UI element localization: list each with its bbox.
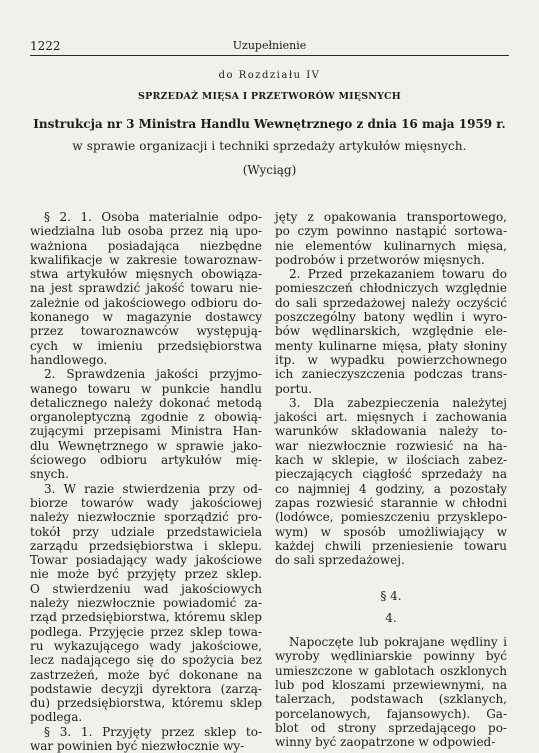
section-heading: 4.: [385, 610, 397, 625]
left-column: [30, 210, 262, 753]
text-line: 2. Sprawdzenia jakości przyjmo-: [44, 367, 262, 382]
text-line: zależnie od jakościowego odbioru do-: [30, 295, 262, 310]
text-line: talerzach, podstawach (szklanych,: [275, 692, 507, 707]
text-line: 2. Przed przekazaniem towaru do: [289, 267, 507, 282]
text-line: war niezwłocznie rozwiesić na ha-: [275, 438, 507, 453]
text-line: ważniona posiadająca niezbędne: [30, 238, 262, 253]
text-line: co najmniej 4 godziny, a pozostały: [275, 481, 507, 496]
text-line: nie elementów kulinarnych mięsa,: [275, 238, 507, 253]
text-line: war powinien być niezwłocznie wy-: [30, 738, 245, 753]
right-column: [275, 210, 507, 749]
text-line: porcelanowych, fajansowych). Ga-: [275, 706, 507, 721]
text-line: du) przedsiębiorstwa, któremu sklep: [30, 696, 262, 711]
instruction-subject: w sprawie organizacji i techniki sprzedaży artykułów mięsnych.: [72, 139, 467, 153]
text-line: zarządu przedsiębiorstwa i sklepu.: [30, 538, 262, 553]
text-line: każdej chwili przeniesienie towaru: [275, 538, 507, 553]
text-line: 3. Dla zabezpieczenia należytej: [289, 395, 507, 410]
text-line: podrobów i przetworów mięsnych.: [275, 252, 485, 267]
text-line: biorze towarów wady jakościowej: [30, 495, 262, 510]
text-line: Napoczęte lub pokrajane wędliny i: [289, 635, 507, 650]
text-line: menty kulinarne mięsa, płaty słoniny: [275, 338, 507, 353]
text-line: ściowego odbioru artykułów mię-: [30, 453, 262, 468]
text-line: kwalifikacje w zakresie towaroznaw-: [30, 252, 262, 267]
text-line: zapas rozwiesić starannie w chłodni: [275, 495, 507, 510]
running-head: Uzupełnienie: [232, 39, 307, 52]
text-line: należy niezwłocznie sporządzić pro-: [30, 510, 262, 525]
text-line: blot od strony sprzedającego po-: [275, 720, 507, 735]
text-line: 3. W razie stwierdzenia przy od-: [44, 481, 262, 496]
text-line: stwa artykułów mięsnych obowiąza-: [30, 267, 262, 282]
text-line: winny być zaopatrzone w odpowied-: [275, 735, 496, 750]
text-line: dlu Wewnętrznego w sprawie jako-: [30, 438, 262, 453]
text-line: pomieszczeń chłodniczych względnie: [275, 281, 507, 296]
text-line: cych w imieniu przedsiębiorstwa: [30, 338, 262, 353]
text-line: jakości art. mięsnych i zachowania: [275, 410, 507, 425]
text-line: § 3. 1. Przyjęty przez sklep to-: [44, 724, 262, 739]
text-line: jęty z opakowania transportowego,: [275, 210, 507, 224]
text-line: umieszczone w gablotach oszklonych: [275, 663, 507, 678]
text-line: O stwierdzeniu wad jakościowych: [30, 581, 262, 596]
text-line: kach w sklepie, w ilościach zabez-: [275, 453, 507, 468]
text-line: ich zanieczyszczenia podczas trans-: [275, 367, 507, 382]
instruction-title: Instrukcja nr 3 Ministra Handlu Wewnętrznego z dnia 16 maja 1959 r.: [33, 117, 506, 131]
text-line: konanego w magazynie dostawcy: [30, 310, 262, 325]
text-line: ru wykazującego wady jakościowe,: [30, 638, 262, 653]
text-line: rząd przedsiębiorstwa, któremu sklep: [30, 610, 262, 625]
text-line: (lodówce, pomieszczeniu przysklepo-: [275, 510, 507, 525]
text-line: zastrzeżeń, może być dokonane na: [30, 667, 262, 682]
header-rule: [30, 55, 509, 56]
text-line: Towar posiadający wady jakościowe: [30, 553, 262, 568]
text-line: zującymi przepisami Ministra Han-: [30, 424, 262, 439]
text-line: pieczających ciągłość sprzedaży na: [275, 467, 507, 482]
text-line: wanego towaru w punkcie handlu: [30, 381, 262, 396]
text-line: itp. w wypadku powierzchownego: [275, 352, 507, 367]
text-line: warunków składowania należy to-: [275, 424, 507, 439]
text-line: przez towaroznawców występują-: [30, 324, 262, 339]
text-line: lub pod kloszami przewiewnymi, na: [275, 677, 507, 692]
page-number: 1222: [30, 39, 61, 53]
text-line: po czym powinno nastąpić sortowa-: [275, 224, 507, 239]
text-line: podlega. Przyjęcie przez sklep towa-: [30, 624, 262, 639]
text-line: należy niezwłocznie powiadomić za-: [30, 596, 262, 611]
text-line: portu.: [275, 381, 313, 396]
text-line: handlowego.: [30, 352, 108, 367]
text-line: organoleptyczną zgodnie z obowią-: [30, 410, 262, 425]
text-line: podlega.: [30, 710, 83, 725]
text-line: wym) w sposób umożliwiający w: [275, 524, 507, 539]
section-heading: § 4.: [380, 589, 402, 604]
excerpt-note: (Wyciąg): [242, 163, 297, 177]
text-line: na jest sprawdzić jakość towaru nie-: [30, 281, 262, 296]
text-line: § 2. 1. Osoba materialnie odpo-: [44, 210, 262, 224]
text-line: tokół przy udziale przedstawiciela: [30, 524, 262, 539]
text-line: wiedzialna lub osoba przez nią upo-: [30, 224, 262, 239]
text-line: do sali sprzedażowej.: [275, 553, 405, 568]
text-line: snych.: [30, 467, 69, 482]
division-label: do Rozdziału IV: [218, 70, 321, 81]
text-line: detalicznego należy dokonać metodą: [30, 395, 262, 410]
text-line: podstawie decyzji dyrektora (zarzą-: [30, 681, 262, 696]
text-line: nie może być przyjęty przez sklep.: [30, 567, 262, 582]
section-title: SPRZEDAŻ MIĘSA I PRZETWORÓW MIĘSNYCH: [138, 91, 401, 102]
text-line: do sali sprzedażowej należy oczyścić: [275, 295, 507, 310]
text-line: wyroby wędliniarskie powinny być: [275, 649, 507, 664]
text-line: poszczególny batony wędlin i wyro-: [275, 310, 507, 325]
text-line: lecz nadającego się do spożycia bez: [30, 653, 262, 668]
text-line: bów wędlinarskich, względnie ele-: [275, 324, 507, 339]
